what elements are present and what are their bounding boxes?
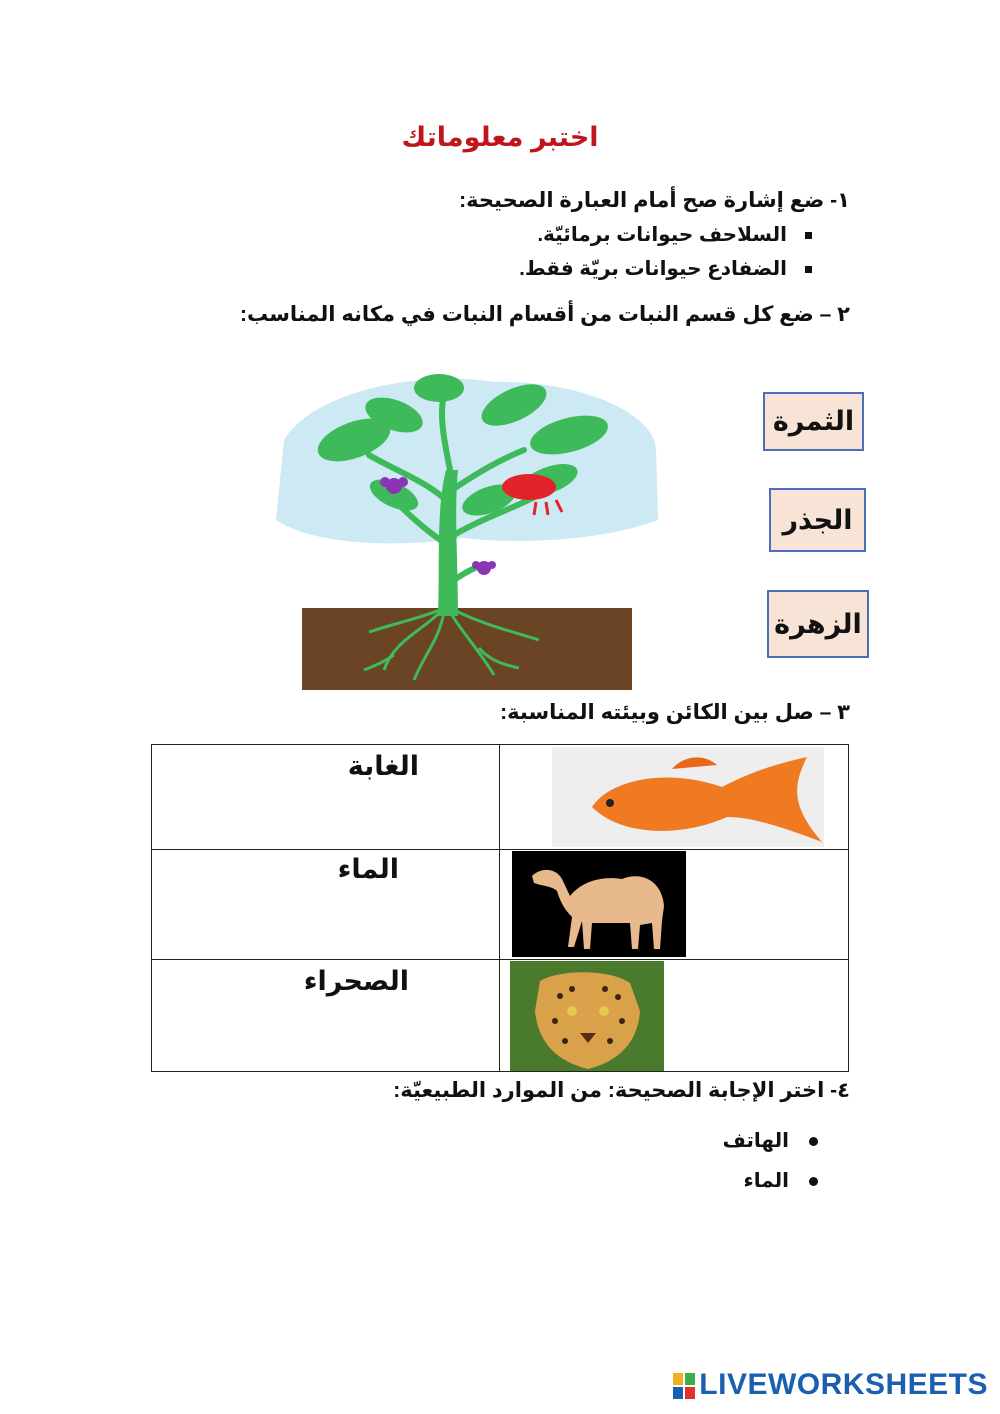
- label-fruit[interactable]: الثمرة: [763, 392, 864, 451]
- question-1-prompt: ١- ضع إشارة صح أمام العبارة الصحيحة:: [459, 189, 850, 212]
- table-row: [152, 960, 849, 1072]
- table-row: [152, 850, 849, 960]
- plant-illustration: [274, 370, 660, 692]
- question-2-prompt: ٢ – ضع كل قسم النبات من أقسام النبات في مكانه المناسب:: [239, 303, 850, 326]
- animal-cell[interactable]: [500, 960, 849, 1072]
- question-4-option-1[interactable]: الهاتف: [723, 1128, 818, 1153]
- question-1-option-2[interactable]: الضفادع حيوانات بريّة فقط.: [519, 256, 812, 281]
- round-bullet-icon: [809, 1137, 818, 1146]
- leopard-image: [510, 961, 664, 1071]
- square-bullet-icon: [805, 266, 812, 273]
- fish-image: [552, 747, 824, 847]
- animal-cell[interactable]: [500, 850, 849, 960]
- liveworksheets-logo: LIVEWORKSHEETS: [673, 1368, 988, 1402]
- habitat-cell[interactable]: [152, 745, 500, 850]
- question-4-prompt: ٤- اختر الإجابة الصحيحة: من الموارد الطبيعيّة:: [393, 1079, 850, 1102]
- habitat-cell[interactable]: [152, 850, 500, 960]
- habitat-forest[interactable]: الغابة: [347, 751, 419, 781]
- question-3-prompt: ٣ – صل بين الكائن وبيئته المناسبة:: [500, 701, 850, 724]
- liveworksheets-logo-icon: [673, 1373, 695, 1399]
- habitat-desert[interactable]: الصحراء: [303, 966, 409, 996]
- camel-image: [512, 851, 686, 957]
- round-bullet-icon: [809, 1177, 818, 1186]
- label-root[interactable]: الجذر: [769, 488, 866, 552]
- square-bullet-icon: [805, 232, 812, 239]
- habitat-cell[interactable]: [152, 960, 500, 1072]
- label-flower[interactable]: الزهرة: [767, 590, 869, 658]
- animal-cell[interactable]: [500, 745, 849, 850]
- question-1-option-1[interactable]: السلاحف حيوانات برمائيّة.: [537, 222, 812, 247]
- worksheet-title: اختبر معلوماتك: [401, 122, 599, 152]
- habitat-water[interactable]: الماء: [337, 854, 399, 884]
- matching-table: [151, 744, 849, 1072]
- question-4-option-2[interactable]: الماء: [743, 1168, 818, 1193]
- table-row: [152, 745, 849, 850]
